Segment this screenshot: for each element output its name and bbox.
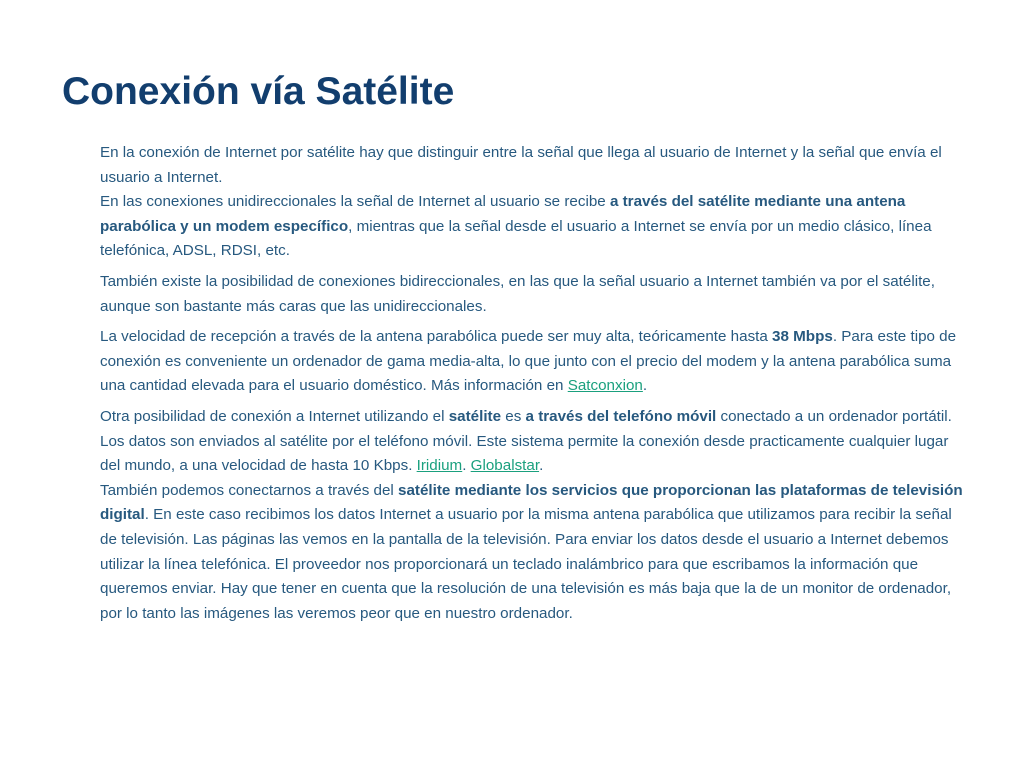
text: En las conexiones unidireccionales la señal de Internet al usuario se recibe [100, 193, 610, 211]
satconxion-link[interactable]: Satconxion [567, 377, 643, 395]
text: . [642, 377, 648, 395]
paragraph-2 [100, 270, 966, 319]
text: La velocidad de recepción a través de la antena parabólica puede ser muy alta, teóricamente hasta [100, 328, 773, 346]
paragraph-1 [100, 141, 966, 264]
paragraph-3 [100, 325, 966, 399]
emphasis: a través del satélite mediante una antena parabólica y un modem específico [100, 193, 906, 235]
emphasis: satélite mediante los servicios que proporcionan las plataformas de televisión digital [100, 481, 963, 524]
paragraph-4 [100, 405, 966, 626]
emphasis: a través del telefóno móvil [525, 407, 717, 425]
slide-body [100, 141, 966, 632]
globalstar-link[interactable]: Globalstar [470, 457, 540, 475]
text: . [539, 457, 544, 475]
emphasis: 38 Mbps [772, 328, 833, 346]
text: . Para este tipo de conexión es conveniente un ordenador de gama media-alta, lo que junto con el precio del modem y la antena parabólica suma una cantidad elevada para el usuario doméstico. Más información en [100, 328, 957, 395]
text: . [462, 457, 471, 475]
text: , mientras que la señal desde el usuario a Internet se envía por un medio clásico, línea telefónica, ADSL, RDSI, etc. [100, 217, 932, 260]
text: También existe la posibilidad de conexiones bidireccionales, en las que la señal usuario a Internet también va por el satélite, aunque son bastante más caras que las unidireccionales. [100, 272, 935, 315]
text: Otra posibilidad de conexión a Internet utilizando el [100, 407, 449, 425]
text: es [501, 407, 526, 425]
text: También podemos conectarnos a través del [100, 481, 399, 499]
text: . En este caso recibimos los datos Internet a usuario por la misma antena parabólica que utilizamos para recibir la señal de televisión. Las páginas las vemos en la pantalla de la televisión. Para enviar los datos desde el usuario a Internet debemos utilizar la línea telefónica. El proveedor nos proporcionará un teclado inalámbrico para que escribamos la información que queremos enviar. Hay que tener en cuenta que la resolución de una televisión es más baja que la de un monitor de ordenador, por lo tanto las imágenes las veremos peor que en nuestro ordenador. [100, 506, 952, 622]
emphasis: satélite [448, 407, 502, 425]
slide-title: Conexión vía Satélite [62, 70, 455, 113]
text: En la conexión de Internet por satélite hay que distinguir entre la señal que llega al usuario de Internet y la señal que envía el usuario a Internet. [100, 144, 942, 186]
iridium-link[interactable]: Iridium [416, 457, 463, 475]
text: conectado a un ordenador portátil. Los datos son enviados al satélite por el teléfono móvil. Este sistema permite la conexión desde practicamente cualquier lugar del mundo, a una velocidad de hasta 10 Kbps. [100, 407, 952, 475]
